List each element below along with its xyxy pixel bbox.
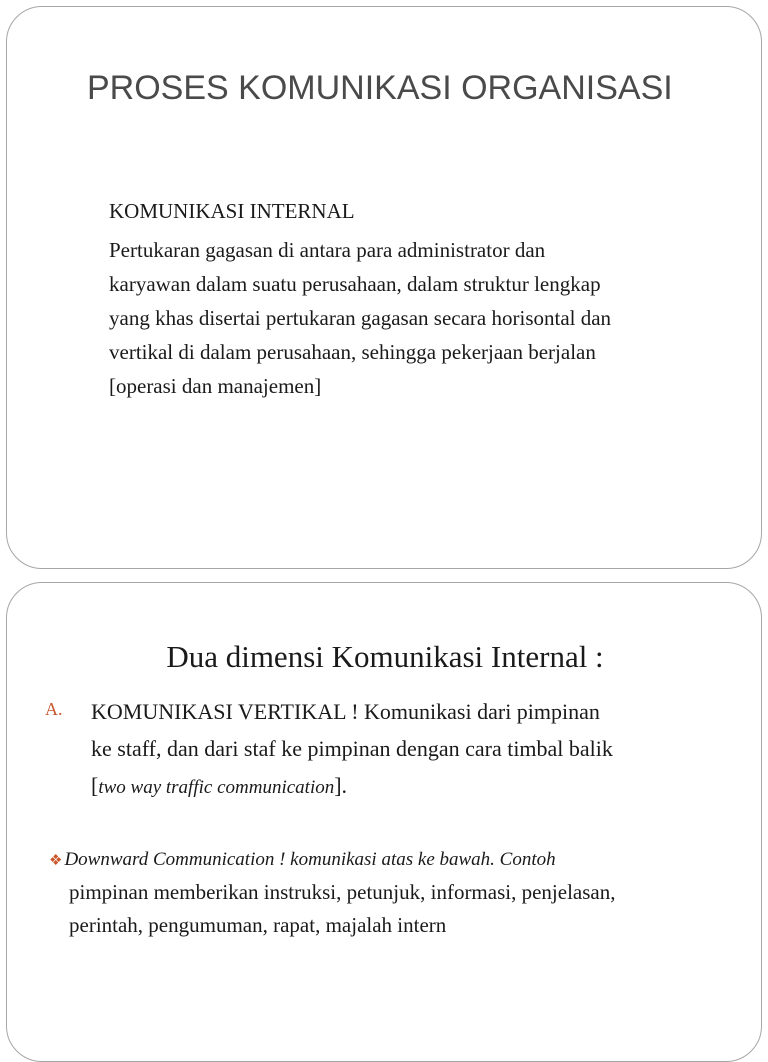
downward-communication-examples bbox=[69, 876, 729, 942]
bracket-close: ]. bbox=[334, 773, 348, 798]
slide-1 bbox=[6, 6, 762, 569]
vertical-communication-desc-2: ke staff, dan dari staf ke pimpinan dengan cara timbal balik bbox=[91, 736, 613, 761]
list-marker-a: A. bbox=[45, 699, 63, 719]
paragraph-line: vertikal di dalam perusahaan, sehingga pekerjaan berjalan bbox=[109, 340, 596, 364]
subheading-komunikasi-internal: KOMUNIKASI INTERNAL bbox=[109, 199, 355, 223]
vertical-communication-text bbox=[91, 693, 751, 806]
internal-communication-definition bbox=[109, 233, 749, 403]
bracket-open: [ bbox=[91, 773, 99, 798]
list-item-downward-communication bbox=[49, 845, 749, 942]
diamond-bullet-icon: ❖ bbox=[49, 853, 63, 869]
paragraph-line: yang khas disertai pertukaran gagasan secara horisontal dan bbox=[109, 306, 612, 330]
vertical-communication-lead: KOMUNIKASI VERTIKAL ! bbox=[91, 699, 359, 724]
examples-line-2: perintah, pengumuman, rapat, majalah intern bbox=[69, 913, 447, 937]
downward-communication-lead-line bbox=[49, 845, 749, 876]
two-way-traffic-term: two way traffic communication bbox=[98, 777, 335, 798]
slide-1-title: PROSES KOMUNIKASI ORGANISASI bbox=[87, 69, 673, 107]
paragraph-line: Pertukaran gagasan di antara para administrator dan bbox=[109, 238, 546, 262]
examples-line-1: pimpinan memberikan instruksi, petunjuk, informasi, penjelasan, bbox=[69, 880, 616, 904]
slide-2 bbox=[6, 582, 762, 1062]
slide-2-title: Dua dimensi Komunikasi Internal : bbox=[166, 639, 604, 674]
paragraph-line: [operasi dan manajemen] bbox=[109, 374, 322, 398]
downward-communication-lead: Downward Communication ! komunikasi atas ke bawah. Contoh bbox=[64, 849, 556, 870]
vertical-communication-desc-1: Komunikasi dari pimpinan bbox=[358, 699, 600, 724]
paragraph-line: karyawan dalam suatu perusahaan, dalam struktur lengkap bbox=[109, 272, 601, 296]
